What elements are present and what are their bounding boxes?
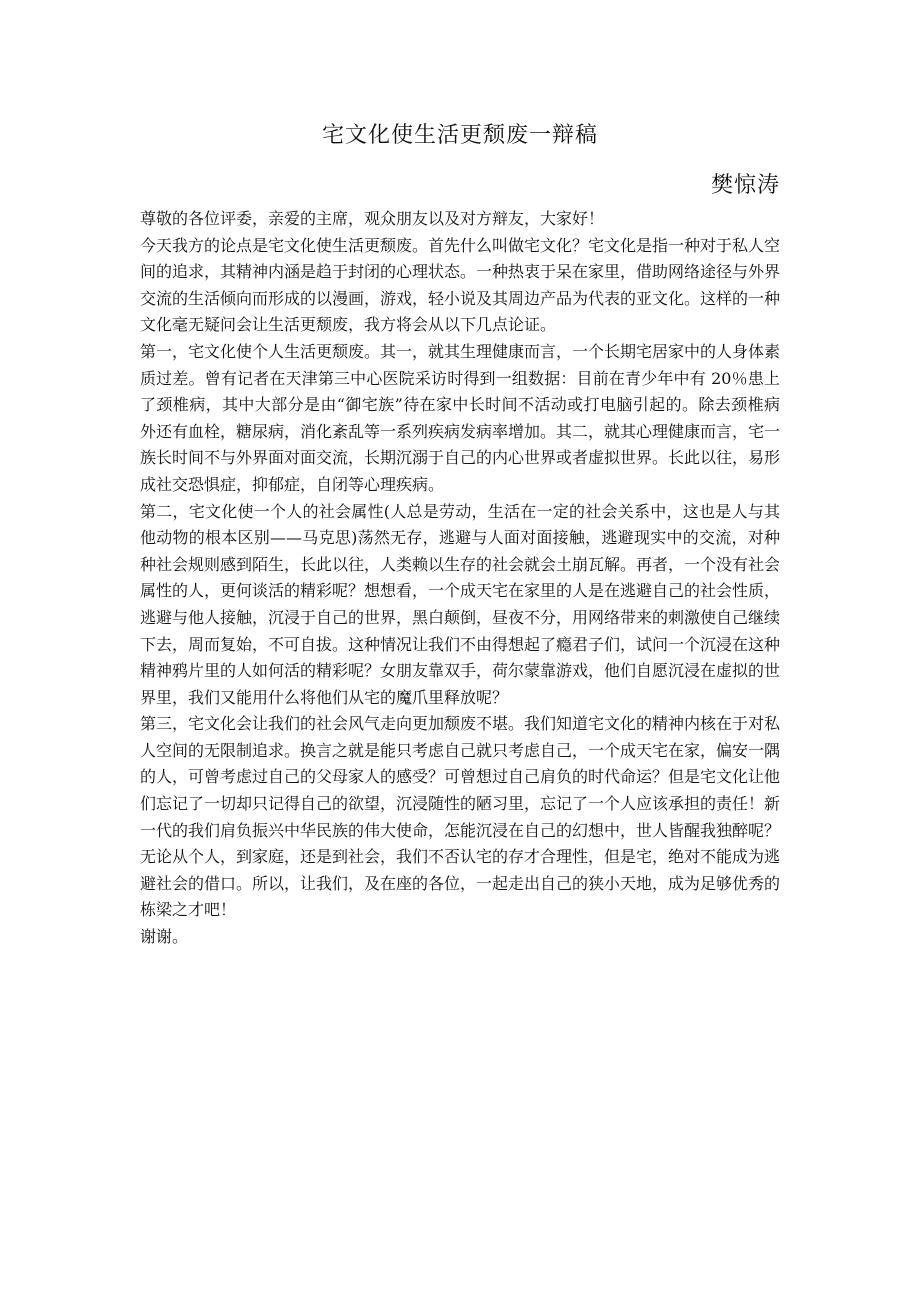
paragraph-point-three: 第三，宅文化会让我们的社会风气走向更加颓废不堪。我们知道宅文化的精神内核在于对私人空间的无限制追求。换言之就是能只考虑自己就只考虑自己，一个成天宅在家，偏安一隅的人，可曾考虑过自己的父母家人的感受？可曾想过自己肩负的时代命运？但是宅文化让他们忘记了一切却只记得自己的欲望，沉浸随性的陋习里，忘记了一个人应该承担的责任！新一代的我们肩负振兴中华民族的伟大使命，怎能沉浸在自己的幻想中，世人皆醒我独醉呢？ bbox=[140, 714, 781, 840]
paragraph-conclusion: 无论从个人，到家庭，还是到社会，我们不否认宅的存才合理性，但是宅，绝对不能成为逃避社会的借口。所以，让我们，及在座的各位，一起走出自己的狭小天地，成为足够优秀的栋梁之才吧！ bbox=[140, 847, 781, 920]
document-title: 宅文化使生活更颓废一辩稿 bbox=[321, 123, 598, 148]
paragraph-introduction: 今天我方的论点是宅文化使生活更颓废。首先什么叫做宅文化？宅文化是指一种对于私人空间的追求，其精神内涵是趋于封闭的心理状态。一种热衷于呆在家里，借助网络途径与外界交流的生活倾向而形成的以漫画，游戏，轻小说及其周边产品为代表的亚文化。这样的一种文化毫无疑问会让生活更颓废，我方将会从以下几点论证。 bbox=[140, 235, 781, 335]
paragraph-point-two: 第二，宅文化使一个人的社会属性(人总是劳动，生活在一定的社会关系中，这也是人与其他动物的根本区别——马克思)荡然无存，逃避与人面对面接触，逃避现实中的交流，对种种社会规则感到陌生，长此以往，人类赖以生存的社会就会土崩瓦解。再者，一个没有社会属性的人，更何谈活的精彩呢？想想看，一个成天宅在家里的人是在逃避自己的社会性质，逃避与他人接触，沉浸于自己的世界，黑白颠倒，昼夜不分，用网络带来的刺激使自己继续下去，周而复始，不可自拔。这种情况让我们不由得想起了瘾君子们，试问一个沉浸在这种精神鸦片里的人如何活的精彩呢？女朋友靠双手，荷尔蒙靠游戏，他们自愿沉浸在虚拟的世界里，我们又能用什么将他们从宅的魔爪里释放呢？ bbox=[140, 501, 781, 707]
paragraph-thanks: 谢谢。 bbox=[140, 927, 189, 947]
author-name: 樊惊涛 bbox=[710, 173, 780, 198]
paragraph-greeting: 尊敬的各位评委，亲爱的主席，观众朋友以及对方辩友，大家好！ bbox=[140, 209, 605, 228]
document-body bbox=[140, 206, 780, 951]
paragraph-point-one: 第一，宅文化使个人生活更颓废。其一，就其生理健康而言，一个长期宅居家中的人身体素质过差。曾有记者在天津第三中心医院采访时得到一组数据：目前在青少年中有 20％患上了颈椎病，其中大部分是由“御宅族”待在家中长时间不活动或打电脑引起的。除去颈椎病外还有血栓，糖尿病，消化紊乱等一系列疾病发病率增加。其二，就其心理健康而言，宅一族长时间不与外界面对面交流，长期沉溺于自己的内心世界或者虚拟世界。长此以往，易形成社交恐惧症，抑郁症，自闭等心理疾病。 bbox=[140, 341, 781, 494]
